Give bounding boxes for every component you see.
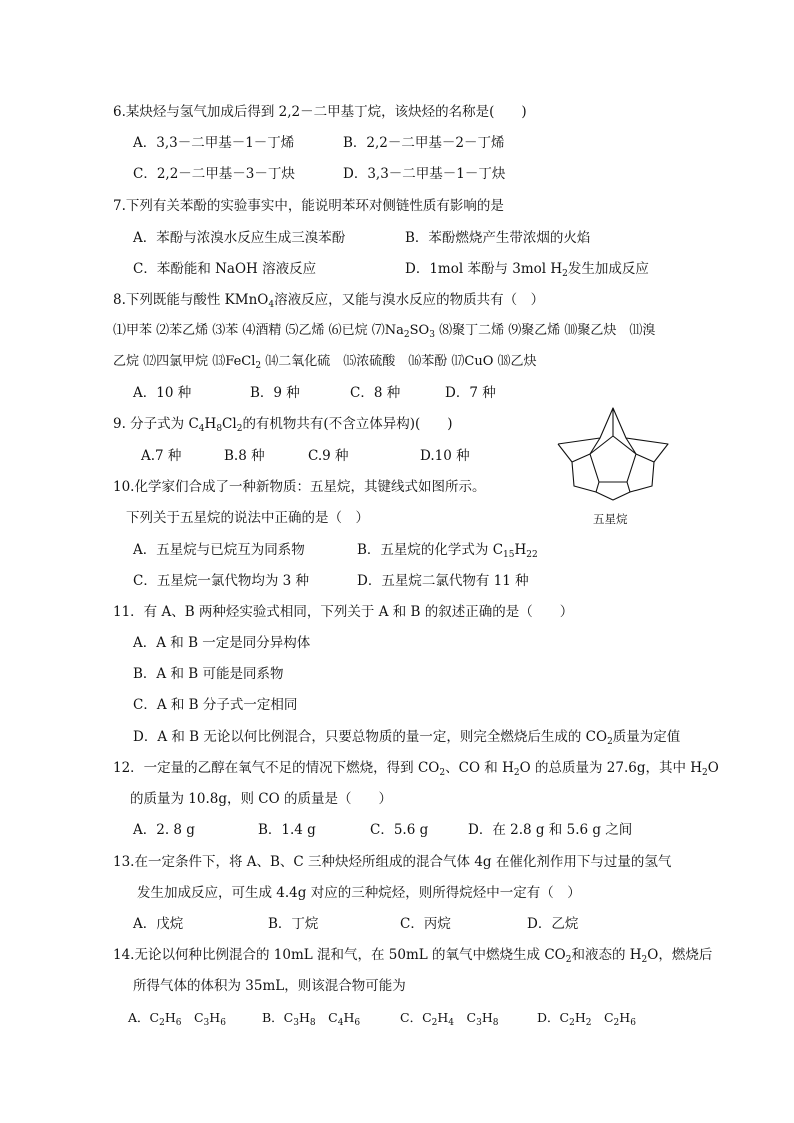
q11-option-b: B．A 和 B 可能是同系物: [133, 666, 284, 682]
q7-option-d: D．1mol 苯酚与 3mol $H_2$发生加成反应: [405, 261, 649, 279]
q14-option-b: B．$C_3H_8$ $C_4H_6$: [262, 1010, 361, 1028]
q6-option-d: D．3,3－二甲基－1－丁炔: [343, 166, 506, 182]
q8-list-line2: 乙烷 ⑿四氯甲烷 ⒀FeCl$_2$ ⒁二氧化硫 ⒂浓硫酸 ⒃苯酚 ⒄CuO ⒅乙炔: [113, 354, 537, 371]
q13-option-c: C．丙烷: [400, 916, 451, 932]
q14-stem: 14.无论以何种比例混合的 10mL 混和气，在 50mL 的氧气中燃烧生成 $CO_2$和液态的 $H_2O$，燃烧后: [113, 947, 713, 965]
q11-option-c: C．A 和 B 分子式一定相同: [133, 697, 298, 713]
q10-option-b: B．五星烷的化学式为 $C_{15}H_{22}$: [357, 542, 538, 560]
q10-option-a: A．五星烷与已烷互为同系物: [133, 542, 305, 558]
q11-option-a: A．A 和 B 一定是同分异构体: [133, 635, 311, 651]
q12-stem-line2: 的质量为 10.8g，则 CO 的质量是（ ）: [130, 791, 392, 807]
q10-option-c: C．五星烷一氯代物均为 3 种: [133, 573, 310, 589]
q9-stem: 9. 分子式为 $C_4H_8Cl_2$的有机物共有(不含立体异构)( ): [113, 416, 453, 434]
q11-stem: 11．有 A、B 两种烃实验式相同，下列关于 A 和 B 的叙述正确的是（ ）: [113, 604, 574, 620]
q8-option-a: A．10 种: [133, 385, 192, 401]
q13-stem: 13.在一定条件下，将 A、B、C 三种炔烃所组成的混合气体 4g 在催化剂作用下与过量的氢气: [113, 854, 672, 870]
q14-option-d: D．$C_2H_2$ $C_2H_6$: [537, 1010, 636, 1028]
q9-option-b: B.8 种: [224, 448, 265, 464]
q10-option-d: D．五星烷二氯代物有 11 种: [357, 573, 529, 589]
q12-option-b: B．1.4 g: [258, 822, 316, 838]
q10-stem-line2: 下列关于五星烷的说法中正确的是（ ）: [126, 510, 369, 526]
q6-option-c: C．2,2－二甲基－3－丁炔: [133, 166, 295, 182]
q12-stem: 12．一定量的乙醇在氧气不足的情况下燃烧，得到 $CO_2$、CO 和 $H_2O$ 的总质量为 27.6g，其中 $H_2O$: [113, 760, 719, 778]
q10-stem: 10.化学家们合成了一种新物质：五星烷，其键线式如图所示。: [113, 479, 486, 495]
q14-option-c: C．$C_2H_4$ $C_3H_8$: [400, 1010, 499, 1028]
q12-option-a: A．2. 8 g: [133, 822, 195, 838]
q13-option-b: B．丁烷: [268, 916, 319, 932]
q9-option-a: A.7 种: [141, 448, 182, 464]
q7-option-a: A．苯酚与浓溴水反应生成三溴苯酚: [133, 230, 346, 246]
q13-stem-line2: 发生加成反应，可生成 4.4g 对应的三种烷烃，则所得烷烃中一定有（ ）: [137, 885, 581, 901]
q6-option-b: B．2,2－二甲基－2－丁烯: [343, 135, 505, 151]
q8-option-c: C．8 种: [350, 385, 401, 401]
q6-stem: 6.某炔烃与氢气加成后得到 2,2－二甲基丁烷，该炔烃的名称是( ): [113, 104, 527, 120]
q9-option-c: C.9 种: [308, 448, 349, 464]
q8-stem: 8.下列既能与酸性 KMnO$_4$溶液反应，又能与溴水反应的物质共有（ ）: [113, 292, 545, 310]
q7-option-c: C．苯酚能和 NaOH 溶液反应: [133, 261, 317, 277]
q12-option-c: C．5.6 g: [370, 822, 429, 838]
pentastar-alkane-figure: [556, 406, 670, 502]
q14-stem-line2: 所得气体的体积为 35mL，则该混合物可能为: [133, 978, 406, 994]
q7-option-b: B．苯酚燃烧产生带浓烟的火焰: [405, 230, 591, 246]
q13-option-a: A．戊烷: [133, 916, 184, 932]
q14-option-a: A．$C_2H_6$ $C_3H_6$: [128, 1010, 226, 1028]
q8-option-b: B．9 种: [250, 385, 300, 401]
q11-option-d: D．A 和 B 无论以何比例混合，只要总物质的量一定，则完全燃烧后生成的 $CO_2$质量为定值: [133, 729, 681, 747]
q7-stem: 7.下列有关苯酚的实验事实中，能说明苯环对侧链性质有影响的是: [113, 198, 504, 214]
q13-option-d: D．乙烷: [527, 916, 579, 932]
q8-option-d: D．7 种: [445, 385, 496, 401]
q8-list-line1: ⑴甲苯 ⑵苯乙烯 ⑶苯 ⑷酒精 ⑸乙烯 ⑹已烷 $⑺Na_2SO_3$ ⑻聚丁二烯 ⑼聚乙烯 ⑽聚乙炔 ⑾溴: [113, 323, 656, 340]
q9-option-d: D.10 种: [420, 448, 470, 464]
figure-caption: 五星烷: [593, 512, 628, 526]
q6-option-a: A．3,3－二甲基－1－丁烯: [133, 135, 295, 151]
q12-option-d: D．在 2.8 g 和 5.6 g 之间: [468, 822, 633, 838]
